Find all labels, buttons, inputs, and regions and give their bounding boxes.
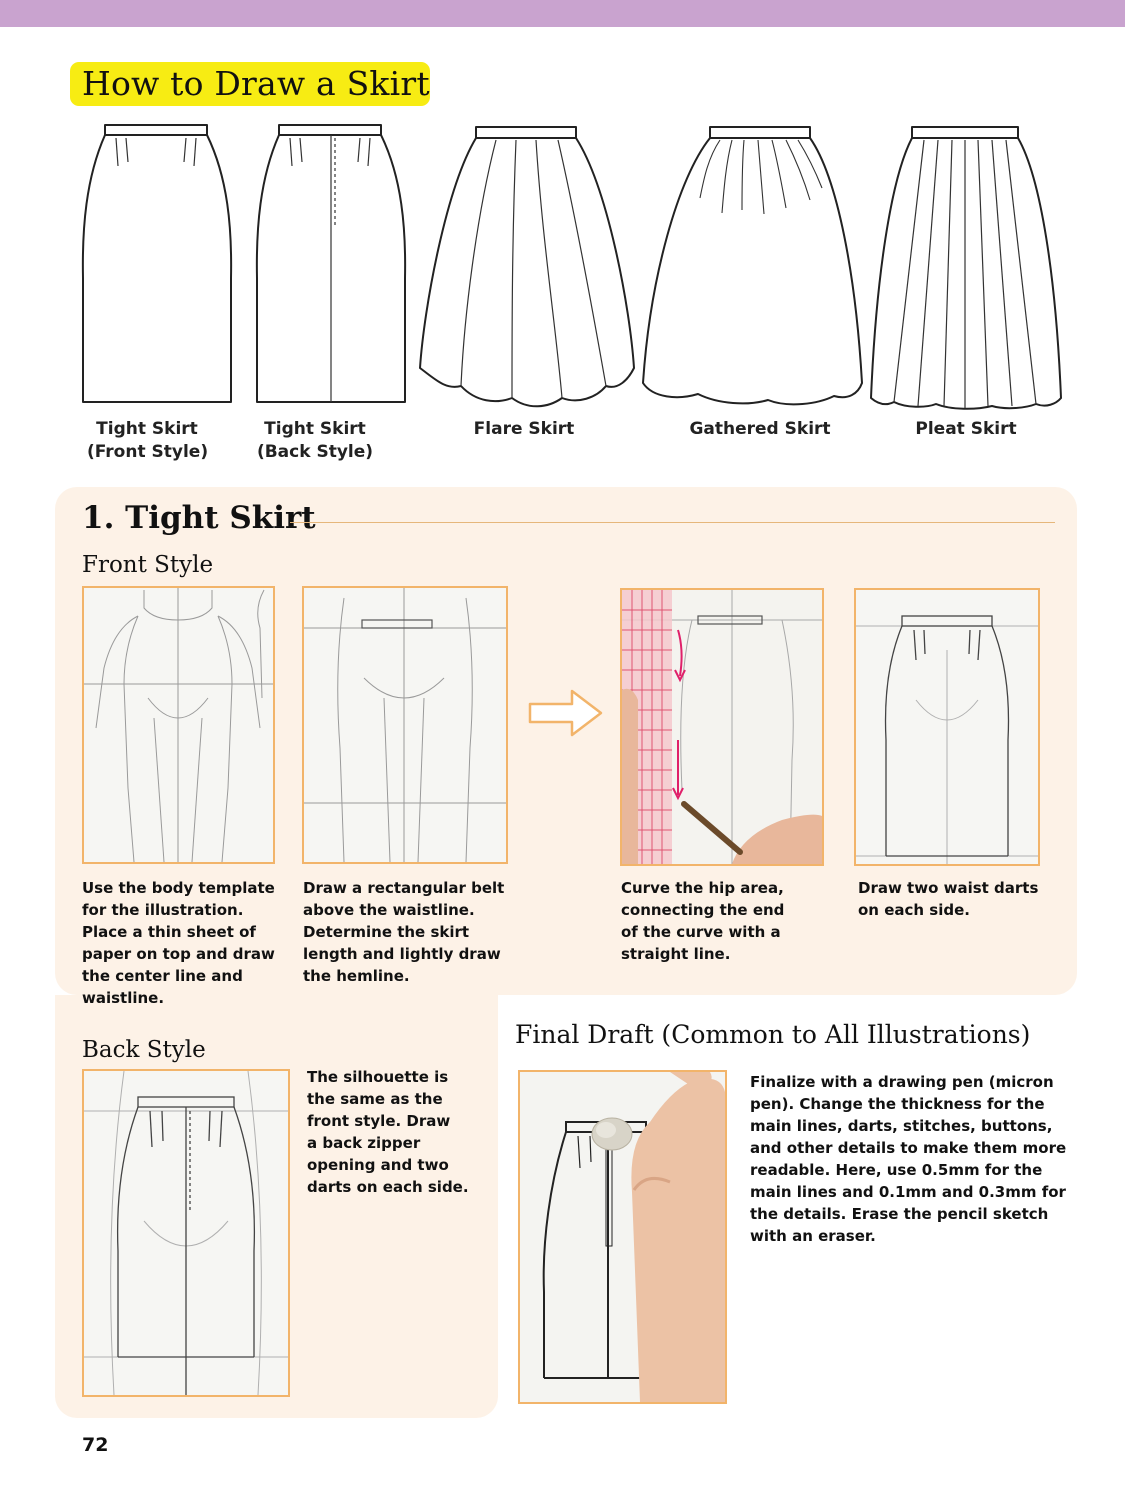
step-1-photo — [82, 586, 275, 864]
caption-tight-skirt-front — [87, 418, 207, 464]
belt-hemline-sketch — [304, 588, 506, 862]
caption-line: (Back Style) — [256, 442, 374, 462]
back-zipper-sketch — [84, 1071, 288, 1395]
section-rule — [290, 522, 1055, 523]
flare-skirt-icon — [416, 118, 638, 412]
step-2-photo — [302, 586, 508, 864]
final-draft-heading: Final Draft (Common to All Illustrations) — [515, 1020, 1031, 1049]
step-4-photo — [854, 588, 1040, 866]
pleat-skirt-icon — [866, 118, 1066, 414]
page-number: 72 — [82, 1434, 109, 1456]
caption-line: (Front Style) — [87, 442, 209, 462]
final-inked-skirt — [520, 1072, 725, 1402]
step-2-text: Draw a rectangular belt above the waistline. Determine the skirt length and lightly draw the hemline. — [303, 879, 505, 985]
section-title: 1. Tight Skirt — [82, 500, 316, 536]
caption-line: Tight Skirt — [264, 419, 366, 439]
gathered-skirt-icon — [638, 118, 866, 414]
front-style-heading: Front Style — [82, 552, 214, 578]
step-4-text: Draw two waist darts on each side. — [858, 879, 1039, 919]
ruler-curve-sketch — [622, 590, 822, 864]
top-accent-bar — [0, 0, 1125, 27]
caption-gathered-skirt — [680, 418, 840, 441]
final-draft-text: Finalize with a drawing pen (micron pen). Change the thickness for the main lines, darts, stitches, buttons, and other details to make them more readable. Here, use 0.5mm for the main lines and 0.1mm and 0.3mm for the details. Erase the pencil sketch with an eraser. — [750, 1073, 1067, 1245]
back-style-heading: Back Style — [82, 1037, 206, 1063]
caption-pleat-skirt — [896, 418, 1036, 441]
caption-line: Gathered Skirt — [689, 419, 831, 439]
caption-flare-skirt — [454, 418, 594, 441]
caption-tight-skirt-back — [255, 418, 375, 464]
final-draft-photo — [518, 1070, 727, 1404]
tight-skirt-back-icon — [252, 118, 410, 410]
step-3-photo — [620, 588, 824, 866]
step-3-text: Curve the hip area, connecting the end of the curve with a straight line. — [621, 879, 785, 963]
caption-line: Tight Skirt — [96, 419, 198, 439]
body-template-sketch — [84, 588, 273, 862]
caption-line: Pleat Skirt — [915, 419, 1017, 439]
back-style-photo — [82, 1069, 290, 1397]
right-arrow-icon — [528, 688, 604, 738]
step-1-text: Use the body template for the illustration. Place a thin sheet of paper on top and draw the center line and waistline. — [82, 879, 275, 1007]
page-title: How to Draw a Skirt — [82, 64, 430, 103]
tight-skirt-front-icon — [78, 118, 236, 410]
caption-line: Flare Skirt — [473, 419, 575, 439]
back-style-text: The silhouette is the same as the front style. Draw a back zipper opening and two darts on each side. — [307, 1068, 469, 1196]
waist-darts-sketch — [856, 590, 1038, 864]
